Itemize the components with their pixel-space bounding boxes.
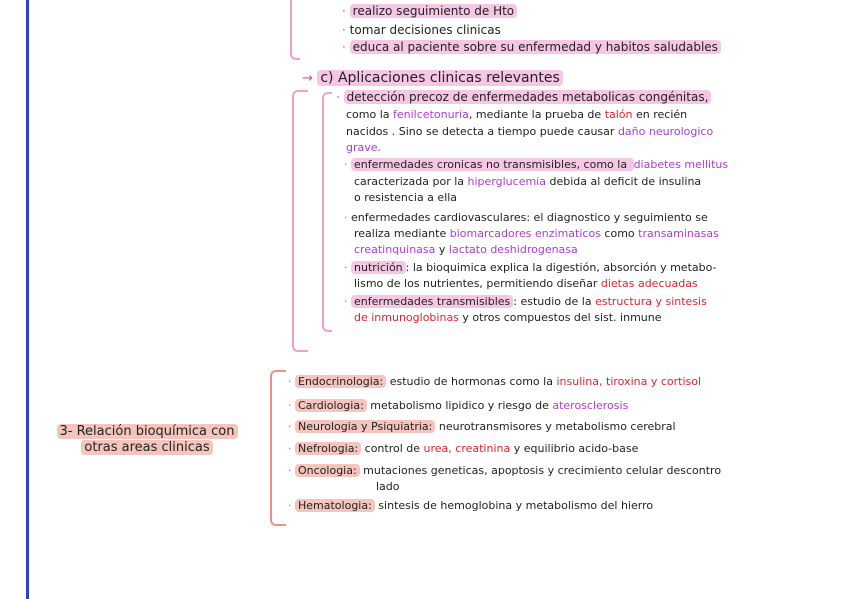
- endo-item: · Endocrinologia: estudio de hormonas como la insulina, tiroxina y cortisol: [288, 375, 702, 388]
- deteccion-line-2: como la fenilcetonuria, mediante la prueba de talón en recién: [346, 108, 688, 121]
- arrow-icon: →: [302, 71, 313, 86]
- nutricion-line-2: lismo de los nutrientes, permitiendo diseñar dietas adecuadas: [354, 277, 698, 290]
- notebook-margin-line: [26, 0, 29, 599]
- top-item-1: · realizo seguimiento de Hto: [342, 4, 517, 19]
- section-c-inner-bracket: [322, 92, 332, 332]
- onco-item-continuation: lado: [376, 480, 400, 493]
- section-c-heading: [302, 71, 563, 86]
- cardio-item: · Cardiologia: metabolismo lipidico y riesgo de aterosclerosis: [288, 399, 629, 412]
- cronicas-line-2: caracterizada por la hiperglucemia debida al deficit de insulina: [354, 175, 702, 188]
- cardio-line-1: · enfermedades cardiovasculares: el diagnostico y seguimiento se: [344, 211, 708, 224]
- section-3-title: 3- Relación bioquímica con otras areas clinicas: [32, 424, 262, 456]
- nutricion-line-1: · nutrición : la bioquimica explica la digestión, absorción y metabo-: [344, 261, 717, 274]
- cardio-line-2: realiza mediante biomarcadores enzimaticos como transaminasas: [354, 227, 719, 240]
- cardio-line-3: creatinquinasa y lactato deshidrogenasa: [354, 243, 578, 256]
- section-c-bracket: [292, 90, 308, 352]
- deteccion-line-1: · detección precoz de enfermedades metabolicas congénitas,: [336, 90, 711, 105]
- top-item-3-text: educa al paciente sobre su enfermedad y habitos saludables: [350, 40, 721, 54]
- top-item-3: · educa al paciente sobre su enfermedad y habitos saludables: [342, 40, 721, 55]
- nefro-item: · Nefrologia: control de urea, creatinina y equilibrio acido-base: [288, 442, 639, 455]
- deteccion-line-4: grave.: [346, 141, 382, 154]
- top-item-2-text: tomar decisiones clinicas: [349, 23, 501, 37]
- top-item-2: · tomar decisiones clinicas: [342, 23, 501, 37]
- cronicas-line-3: o resistencia a ella: [354, 191, 458, 204]
- top-bracket: [290, 0, 300, 60]
- neuro-item: · Neurologia y Psiquiatria: neurotransmisores y metabolismo cerebral: [288, 420, 676, 433]
- section-3-bracket: [270, 370, 286, 526]
- deteccion-line-3: nacidos . Sino se detecta a tiempo puede causar daño neurologico: [346, 125, 714, 138]
- transmisibles-line-1: · enfermedades transmisibles : estudio de la estructura y sintesis: [344, 295, 707, 308]
- transmisibles-line-2: de inmunoglobinas y otros compuestos del sist. inmune: [354, 311, 662, 324]
- cronicas-line-1: · enfermedades cronicas no transmisibles, como la diabetes mellitus: [344, 158, 729, 171]
- top-item-1-text: realizo seguimiento de Hto: [350, 4, 517, 18]
- hemato-item: · Hematologia: sintesis de hemoglobina y metabolismo del hierro: [288, 499, 654, 512]
- onco-item: · Oncologia: mutaciones geneticas, apoptosis y crecimiento celular descontro: [288, 464, 722, 477]
- section-c-title: c) Aplicaciones clinicas relevantes: [317, 70, 562, 86]
